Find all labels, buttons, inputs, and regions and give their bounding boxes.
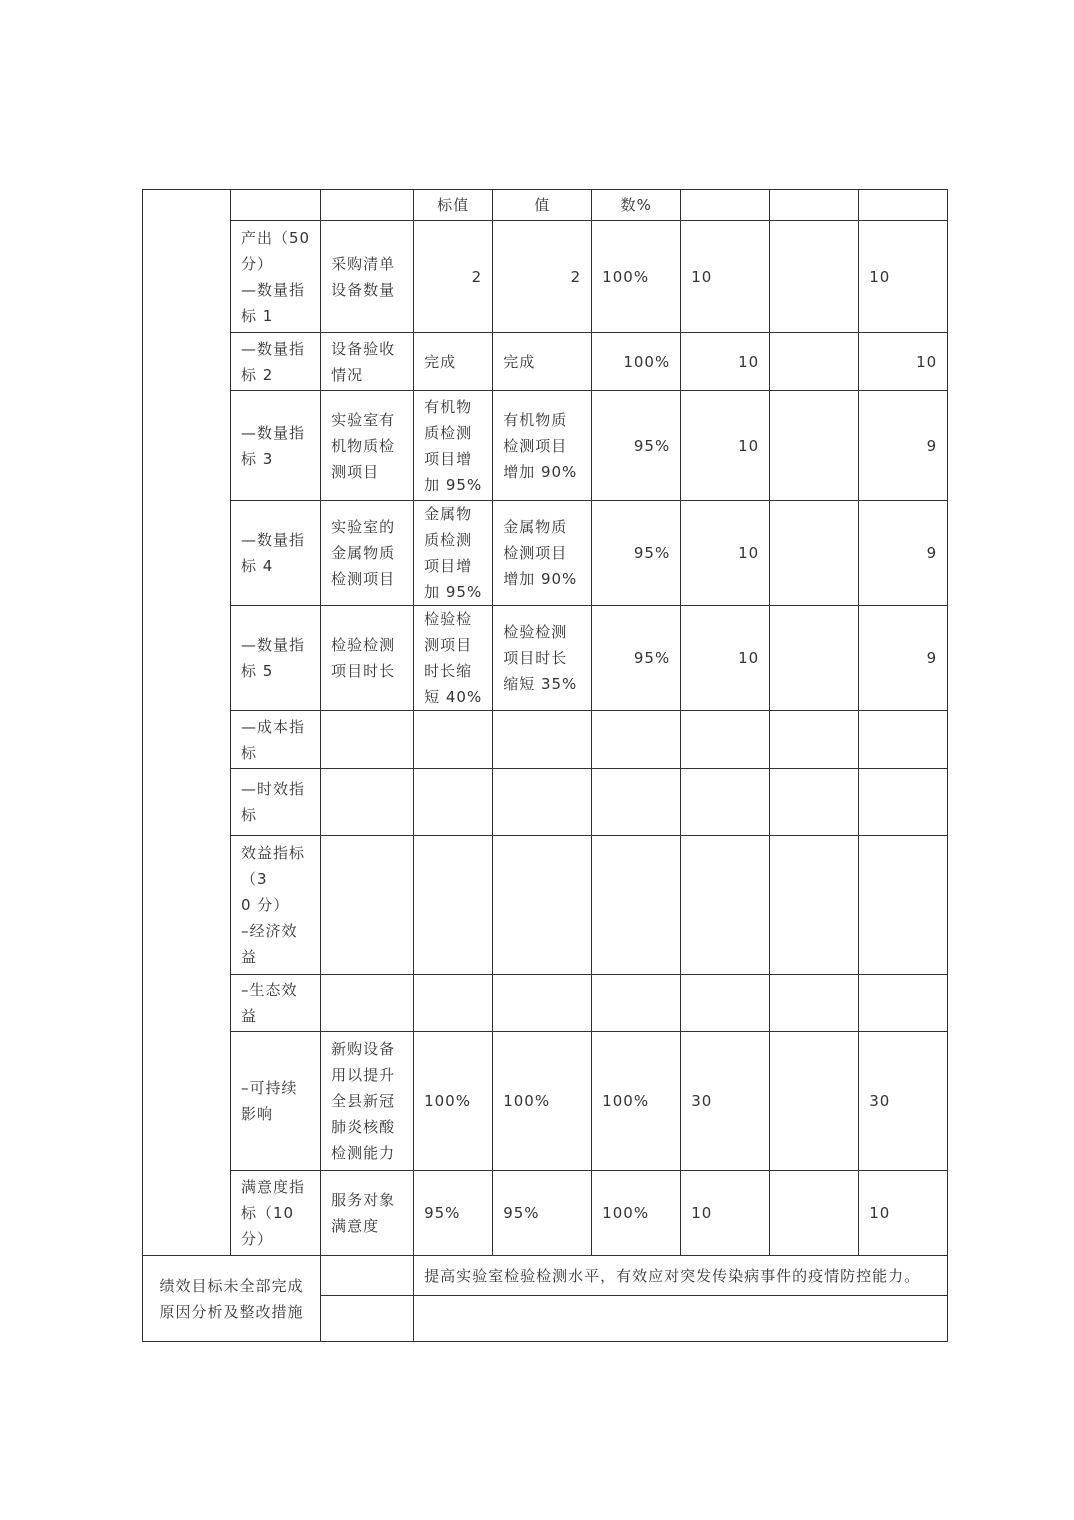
note-cell [770,391,859,501]
target-cell: 有机物 质检测 项目增 加 95% [414,391,493,501]
note-cell [770,501,859,606]
table-row [143,975,948,1032]
actual-cell: 金属物质 检测项目 增加 90% [493,501,592,606]
note-cell [770,1032,859,1171]
weight-cell: 10 [681,391,770,501]
table-row [143,221,948,333]
rate-cell: 100% [592,221,681,333]
target-cell: 100% [414,1032,493,1171]
score-cell: 30 [859,1032,948,1171]
rate-cell: 100% [592,333,681,391]
indicator-cell: 满意度指 标（10 分） [231,1171,321,1256]
item-cell: 设备验收 情况 [321,333,414,391]
item-cell: 服务对象 满意度 [321,1171,414,1256]
table-row [143,769,948,836]
score-cell: 9 [859,391,948,501]
indicator-cell: –可持续 影响 [231,1032,321,1171]
indicator-cell: —时效指 标 [231,769,321,836]
actual-cell: 100% [493,1032,592,1171]
item-cell: 实验室有 机物质检 测项目 [321,391,414,501]
indicator-cell: —数量指 标 3 [231,391,321,501]
table-row [143,1032,948,1171]
actual-cell: 完成 [493,333,592,391]
performance-table [142,189,948,1342]
score-cell: 10 [859,333,948,391]
actual-cell: 95% [493,1171,592,1256]
table-row [143,391,948,501]
weight-cell: 10 [681,1171,770,1256]
weight-cell: 30 [681,1032,770,1171]
indicator-cell: 效益指标 （3 0 分） –经济效 益 [231,836,321,975]
target-cell: 95% [414,1171,493,1256]
rate-cell: 95% [592,606,681,711]
table-row [143,333,948,391]
indicator-cell: —数量指 标 4 [231,501,321,606]
weight-cell: 10 [681,221,770,333]
indicator-cell: —数量指 标 5 [231,606,321,711]
note-cell [770,1171,859,1256]
weight-cell: 10 [681,333,770,391]
table-row [143,606,948,711]
table-row [143,836,948,975]
actual-cell: 有机物质 检测项目 增加 90% [493,391,592,501]
table-row [143,711,948,769]
rate-cell: 95% [592,501,681,606]
footer-text: 提高实验室检验检测水平，有效应对突发传染病事件的疫情防控能力。 [414,1256,948,1296]
header-row [143,190,948,221]
target-cell: 金属物 质检测 项目增 加 95% [414,501,493,606]
table-row [143,1171,948,1256]
indicator-cell: —成本指 标 [231,711,321,769]
header-rate: 数% [592,190,681,221]
item-cell: 实验室的 金属物质 检测项目 [321,501,414,606]
table-row [143,501,948,606]
actual-cell: 检验检测 项目时长 缩短 35% [493,606,592,711]
target-cell: 2 [414,221,493,333]
item-cell: 新购设备 用以提升 全县新冠 肺炎核酸 检测能力 [321,1032,414,1171]
target-cell: 检验检 测项目 时长缩 短 40% [414,606,493,711]
note-cell [770,221,859,333]
rate-cell: 95% [592,391,681,501]
note-cell [770,606,859,711]
actual-cell: 2 [493,221,592,333]
footer-label: 绩效目标未全部完成 原因分析及整改措施 [143,1256,321,1342]
rate-cell: 100% [592,1171,681,1256]
rate-cell: 100% [592,1032,681,1171]
weight-cell: 10 [681,501,770,606]
score-cell: 10 [859,1171,948,1256]
score-cell: 9 [859,501,948,606]
left-merged-cell [143,190,231,1256]
header-actual: 值 [493,190,592,221]
item-cell: 采购清单 设备数量 [321,221,414,333]
note-cell [770,333,859,391]
weight-cell: 10 [681,606,770,711]
item-cell: 检验检测 项目时长 [321,606,414,711]
indicator-cell: –生态效 益 [231,975,321,1032]
target-cell: 完成 [414,333,493,391]
header-target: 标值 [414,190,493,221]
indicator-cell: —数量指 标 2 [231,333,321,391]
footer-row [143,1256,948,1296]
indicator-cell: 产出（50 分） —数量指 标 1 [231,221,321,333]
score-cell: 9 [859,606,948,711]
score-cell: 10 [859,221,948,333]
